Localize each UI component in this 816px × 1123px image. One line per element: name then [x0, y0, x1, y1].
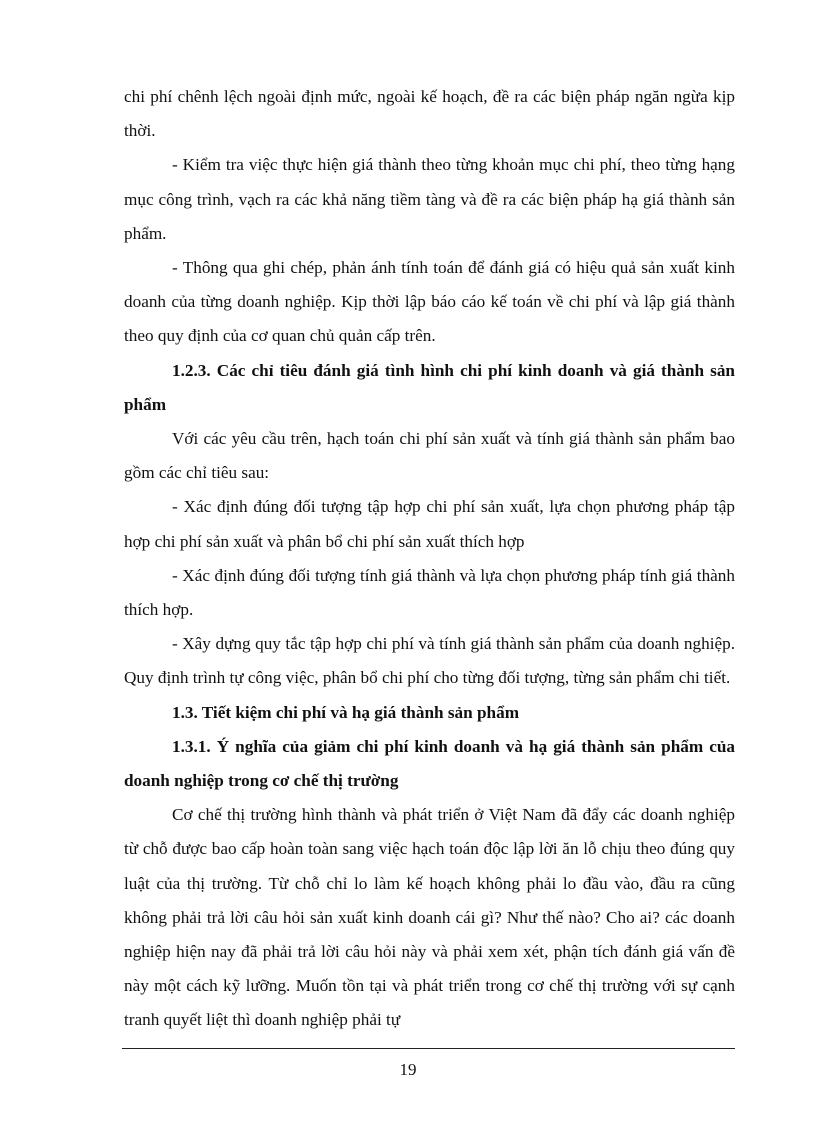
- bullet-cost-object: - Xác định đúng đối tượng tập hợp chi phí sản xuất, lựa chọn phương pháp tập hợp chi phí sản xuất và phân bổ chi phí sản xuất thích hợp: [124, 497, 735, 551]
- page-body: [124, 80, 735, 1038]
- section-heading-1-3: 1.3. Tiết kiệm chi phí và hạ giá thành sản phẩm: [172, 702, 520, 722]
- bullet-record-reflect: - Thông qua ghi chép, phản ánh tính toán để đánh giá có hiệu quả sản xuất kinh doanh của từng doanh nghiệp. Kịp thời lập báo cáo kế toán về chi phí và lập giá thành theo quy định của cơ quan chủ quản cấp trên.: [124, 258, 735, 346]
- section-heading-1-3-1: 1.3.1. Ý nghĩa của giảm chi phí kinh doanh và hạ giá thành sản phẩm của doanh nghiệp trong cơ chế thị trường: [124, 736, 735, 791]
- bullet-build-rules: - Xây dựng quy tắc tập hợp chi phí và tính giá thành sản phẩm của doanh nghiệp. Quy định trình tự công việc, phân bổ chi phí cho từng đối tượng, từng sản phẩm chi tiết.: [124, 634, 735, 688]
- bullet-check-cost-execution: - Kiểm tra việc thực hiện giá thành theo từng khoản mục chi phí, theo từng hạng mục công trình, vạch ra các khả năng tiềm tàng và đề ra các biện pháp hạ giá thành sản phẩm.: [124, 155, 735, 243]
- page-number: 19: [399, 1060, 417, 1079]
- footer-divider: [122, 1048, 735, 1049]
- section-heading-1-2-3: 1.2.3. Các chỉ tiêu đánh giá tình hình chi phí kinh doanh và giá thành sản phẩm: [124, 360, 735, 414]
- paragraph-requirements-intro: Với các yêu cầu trên, hạch toán chi phí sản xuất và tính giá thành sản phẩm bao gồm các chỉ tiêu sau:: [124, 429, 735, 483]
- bullet-costing-object: - Xác định đúng đối tượng tính giá thành và lựa chọn phương pháp tính giá thành thích hợp.: [124, 565, 735, 620]
- paragraph-market-mechanism: Cơ chế thị trường hình thành và phát triển ở Việt Nam đã đẩy các doanh nghiệp từ chỗ được bao cấp hoàn toàn sang việc hạch toán độc lập lời ăn lỗ chịu theo đúng quy luật của thị trường. Từ chỗ chỉ lo làm kế hoạch không phải lo đầu vào, đầu ra cũng không phải trả lời câu hỏi sản xuất kinh doanh cái gì? Như thế nào? Cho ai? các doanh nghiệp hiện nay đã phải trả lời câu hỏi này và phải xem xét, phận tích đánh giá vấn đề này một cách kỹ lưỡng. Muốn tồn tại và phát triển trong cơ chế thị trường với sự cạnh tranh quyết liệt thì doanh nghiệp phải tự: [124, 805, 735, 1030]
- paragraph-continuation: chi phí chênh lệch ngoài định mức, ngoài kế hoạch, đề ra các biện pháp ngăn ngừa kịp thời.: [124, 87, 735, 141]
